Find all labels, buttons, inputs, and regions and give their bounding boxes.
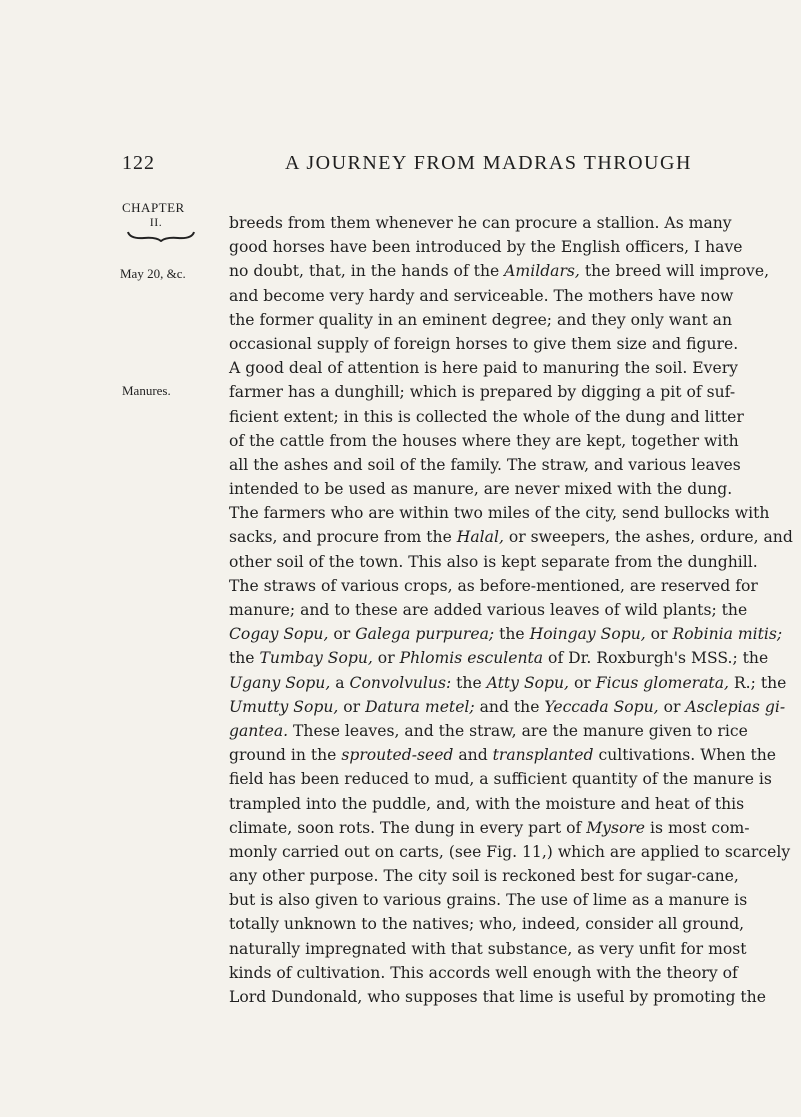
italic-segment: Ficus glomerata, — [595, 673, 729, 692]
text-segment: all the ashes and soil of the family. The straw, and various leaves — [229, 455, 741, 474]
text-segment: or sweepers, the ashes, ordure, and — [503, 528, 793, 547]
italic-segment: Yeccada Sopu, — [544, 697, 659, 716]
text-line — [229, 646, 769, 670]
text-segment: The farmers who are within two miles of the city, send bullocks with — [229, 504, 770, 523]
text-segment: and — [453, 746, 493, 765]
text-segment: and the — [474, 697, 545, 716]
text-line — [229, 961, 738, 985]
text-line — [229, 840, 791, 864]
italic-segment: sprouted-seed — [341, 746, 454, 765]
margin-date-note: May 20, &c. — [120, 266, 186, 281]
text-segment: and become very hardy and serviceable. The mothers have now — [229, 286, 734, 305]
text-segment: Lord Dundonald, who supposes that lime is useful by promoting the — [229, 988, 766, 1006]
text-line — [229, 550, 758, 574]
text-segment: no doubt, that, in the hands of the — [229, 262, 505, 281]
italic-segment: Mysore — [586, 818, 646, 837]
text-line — [229, 356, 738, 380]
text-segment: the breed will improve, — [579, 262, 770, 281]
italic-segment: Ugany Sopu, — [229, 673, 331, 692]
text-segment: breeds from them whenever he can procure a stallion. As many — [229, 214, 732, 232]
italic-segment: Tumbay Sopu, — [259, 649, 373, 668]
text-line — [229, 477, 733, 501]
italic-segment: Atty Sopu, — [486, 673, 569, 692]
text-segment: or — [338, 697, 366, 716]
page-header — [122, 152, 692, 180]
text-segment: but is also given to various grains. The use of lime as a manure is — [229, 891, 748, 910]
italic-segment: Umutty Sopu, — [229, 697, 339, 716]
margin-chapter-note — [122, 200, 202, 242]
italic-segment: Amildars, — [504, 262, 580, 281]
italic-segment: transplanted — [492, 746, 594, 765]
chapter-number: II. — [149, 215, 163, 229]
text-segment: the — [229, 649, 260, 668]
italic-segment: Convolvulus: — [349, 673, 452, 692]
text-segment: is most com- — [645, 818, 750, 837]
text-segment: the — [451, 673, 487, 692]
text-line — [229, 211, 732, 235]
page-number: 122 — [122, 152, 155, 174]
text-segment: or — [372, 649, 400, 668]
text-segment: ficient extent; in this is collected the whole of the dung and litter — [229, 407, 744, 426]
italic-segment: Galega purpurea; — [355, 625, 495, 644]
text-segment: These leaves, and the straw, are the manure given to rice — [288, 721, 748, 740]
text-segment: a — [330, 673, 350, 692]
text-line — [229, 864, 739, 888]
italic-segment: gantea. — [229, 721, 289, 740]
text-segment: kinds of cultivation. This accords well enough with the theory of — [229, 963, 738, 982]
body-text — [229, 211, 793, 1009]
text-line — [229, 598, 748, 622]
brace-ornament-icon — [126, 230, 196, 242]
text-line — [229, 308, 733, 332]
text-line — [229, 332, 739, 356]
italic-segment: Cogay Sopu, — [229, 625, 329, 644]
text-line — [229, 767, 772, 791]
text-segment: A good deal of attention is here paid to manuring the soil. Every — [229, 359, 738, 378]
text-segment: the — [494, 625, 530, 644]
text-segment: sacks, and procure from the — [229, 528, 457, 547]
text-segment: of the cattle from the houses where they are kept, together with — [229, 431, 739, 450]
text-line — [229, 284, 734, 308]
italic-segment: Robinia mitis; — [672, 625, 783, 644]
text-segment: or — [328, 625, 356, 644]
text-line — [229, 743, 777, 767]
chapter-label: CHAPTER — [122, 200, 185, 215]
italic-segment: Halal, — [456, 528, 504, 547]
text-line — [229, 937, 747, 961]
text-segment: the former quality in an eminent degree; and they only want an — [229, 310, 733, 329]
text-line — [229, 888, 748, 912]
italic-segment: Asclepias gi- — [685, 697, 786, 716]
text-line — [229, 985, 766, 1009]
text-segment: manure; and to these are added various leaves of wild plants; the — [229, 601, 748, 619]
text-line — [229, 671, 787, 695]
text-line — [229, 574, 758, 598]
text-segment: The straws of various crops, as before-mentioned, are reserved for — [229, 576, 758, 595]
text-segment: or — [645, 625, 673, 644]
text-segment: intended to be used as manure, are never mixed with the dung. — [229, 480, 733, 499]
text-segment: of Dr. Roxburgh's MSS.; the — [543, 649, 769, 668]
text-segment: other soil of the town. This also is kept separate from the dunghill. — [229, 552, 758, 571]
text-segment: occasional supply of foreign horses to give them size and figure. — [229, 334, 739, 353]
text-line — [229, 235, 743, 259]
text-segment: farmer has a dunghill; which is prepared by digging a pit of suf- — [229, 383, 736, 402]
text-segment: trampled into the puddle, and, with the moisture and heat of this — [229, 794, 745, 813]
italic-segment: Datura metel; — [365, 697, 475, 716]
text-line — [229, 380, 736, 404]
italic-segment: Hoingay Sopu, — [529, 625, 646, 644]
text-line — [229, 525, 793, 549]
text-segment: R.; the — [728, 673, 787, 692]
text-line — [229, 453, 741, 477]
text-segment: climate, soon rots. The dung in every part of — [229, 818, 587, 837]
text-line — [229, 719, 748, 743]
text-line — [229, 259, 770, 283]
text-segment: field has been reduced to mud, a sufficient quantity of the manure is — [229, 770, 772, 789]
text-segment: any other purpose. The city soil is reckoned best for sugar-cane, — [229, 867, 739, 886]
running-head: A JOURNEY FROM MADRAS THROUGH — [285, 152, 692, 174]
text-line — [229, 622, 783, 646]
text-line — [229, 429, 739, 453]
text-segment: or — [658, 697, 686, 716]
text-line — [229, 501, 770, 525]
text-segment: ground in the — [229, 746, 342, 765]
text-line — [229, 405, 744, 429]
text-segment: good horses have been introduced by the English officers, I have — [229, 238, 743, 257]
text-segment: naturally impregnated with that substance, as very unfit for most — [229, 939, 747, 958]
text-line — [229, 695, 786, 719]
text-segment: totally unknown to the natives; who, indeed, consider all ground, — [229, 915, 745, 934]
text-line — [229, 792, 745, 816]
text-segment: cultivations. When the — [593, 746, 777, 765]
text-line — [229, 816, 750, 840]
italic-segment: Phlomis esculenta — [399, 649, 544, 668]
text-line — [229, 912, 745, 936]
text-segment: monly carried out on carts, (see Fig. 11,) which are applied to scarcely — [229, 842, 791, 861]
margin-manures-note: Manures. — [122, 383, 171, 398]
text-segment: or — [569, 673, 596, 692]
